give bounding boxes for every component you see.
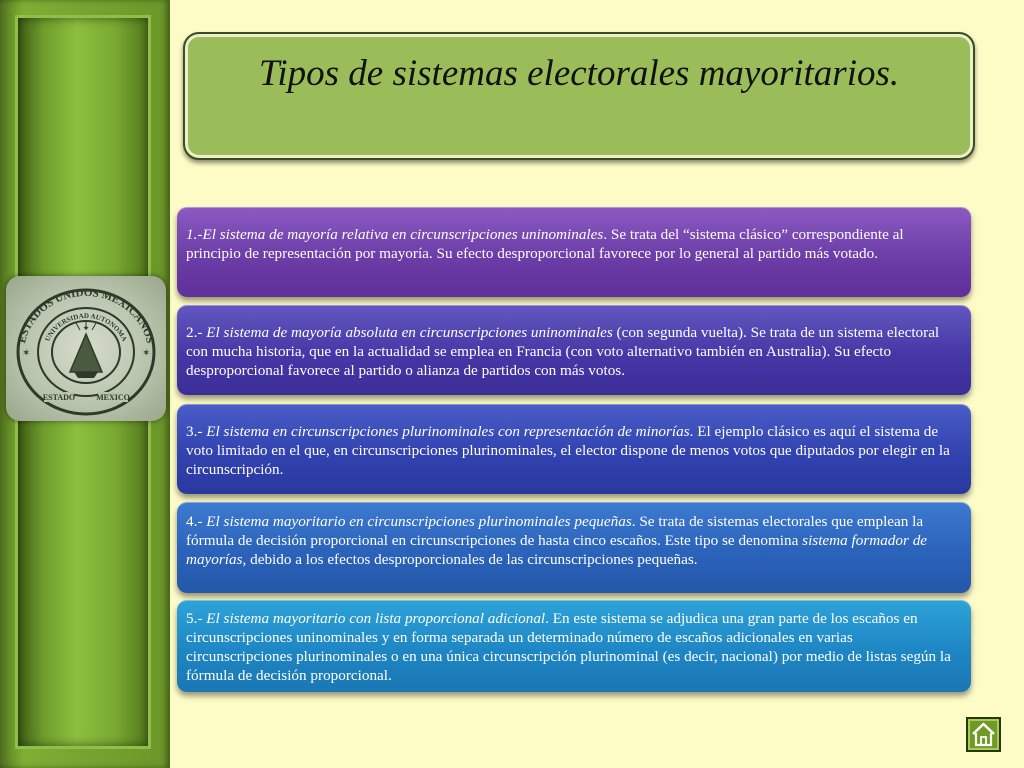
item-emphasis: sistema formador de mayorías — [186, 532, 928, 568]
home-button[interactable] — [966, 717, 1001, 752]
list-item — [177, 305, 971, 395]
svg-text:✶: ✶ — [22, 348, 31, 359]
seal-bottom-left-text: ESTADO — [42, 393, 76, 402]
item-heading: El sistema de mayoría absoluta en circunscripciones uninominales — [206, 324, 613, 341]
list-item — [177, 502, 971, 593]
university-seal-icon — [6, 276, 166, 421]
item-paragraph — [186, 512, 961, 569]
svg-text:✦: ✦ — [82, 324, 90, 334]
seal-middle-text: UNIVERSIDAD AUTONOMA — [43, 311, 129, 343]
item-paragraph — [186, 609, 961, 685]
item-heading: El sistema de mayoría relativa en circunscripciones uninominales — [202, 226, 604, 243]
page-title: Tipos de sistemas electorales mayoritarios. — [258, 53, 900, 94]
home-icon — [970, 721, 997, 748]
item-text: . El ejemplo clásico es aquí el sistema de voto limitado en el que, en circunscripciones plurinominales, el elector dispone de menos votos que diputados por elegir en la circunscripción. — [186, 423, 950, 478]
item-paragraph — [186, 422, 961, 479]
list-item — [177, 404, 971, 494]
item-number: 5.- — [186, 610, 207, 627]
item-number: 2.- — [186, 324, 207, 341]
svg-text:✶: ✶ — [142, 348, 151, 359]
item-text: (con segunda vuelta). Se trata de un sistema electoral con mucha historia, que en la actualidad se emplea en Francia (con voto alternativo también en Australia). Su efecto desproporcional favorece al partido o alianza de partidos con más votos. — [186, 324, 940, 379]
item-paragraph — [186, 225, 961, 263]
list-item — [177, 600, 971, 692]
seal-bottom-right-text: MEXICO — [96, 393, 130, 402]
item-heading: El sistema mayoritario con lista proporcional adicional — [206, 610, 546, 627]
item-text: . Se trata del “sistema clásico” correspondiente al principio de representación por mayoría. Su efecto desproporcional favorece por lo general al partido más votado. — [186, 226, 904, 262]
item-paragraph — [186, 323, 961, 380]
item-heading: El sistema en circunscripciones plurinominales con representación de minorías — [206, 423, 690, 440]
item-heading: El sistema mayoritario en circunscripciones plurinominales pequeñas — [206, 513, 632, 530]
seal-top-text: ESTADOS UNIDOS MEXICANOS — [16, 286, 156, 345]
item-text: . En este sistema se adjudica una gran parte de los escaños en circunscripciones uninominales y en forma separada un determinado número de escaños adicionales en varias circunscripciones plurinominales o en una única circunscripción plurinominal (es decir, nacional) por medio de listas según la fórmula de decisión proporcional. — [186, 610, 951, 684]
item-text: . Se trata de sistemas electorales que emplean la fórmula de decisión proporcional en circunscripciones de hasta cinco escaños. Este tipo se denomina — [186, 513, 924, 549]
list-item — [177, 207, 971, 297]
item-number: 3.- — [186, 423, 207, 440]
item-number: 1.- — [186, 226, 203, 243]
item-number: 4.- — [186, 513, 207, 530]
title-box — [183, 32, 975, 160]
item-text-end: , debido a los efectos desproporcionales de las circunscripciones pequeñas. — [242, 551, 698, 568]
seal-graphic — [6, 276, 166, 421]
